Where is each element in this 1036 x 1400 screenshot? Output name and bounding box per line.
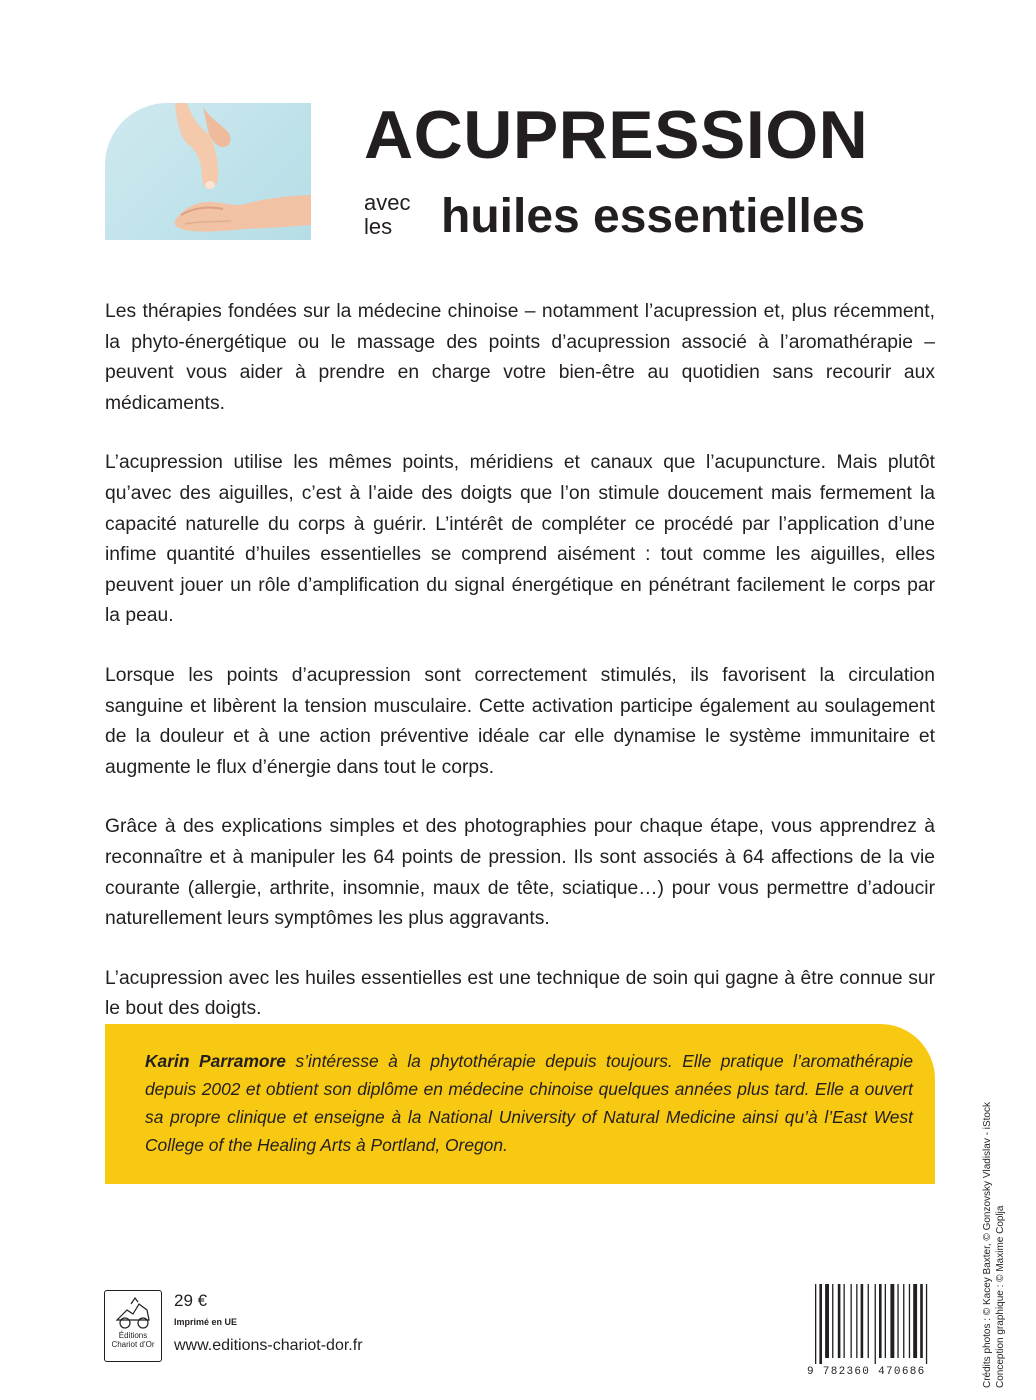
paragraph-5: L’acupression avec les huiles essentielles est une technique de soin qui gagne à être connue sur le bout des doigts. xyxy=(105,967,935,1020)
barcode-bar xyxy=(844,1284,845,1358)
credits-photos: Crédits photos : © Kacey Baxter, © Gonzovsky Vladislav - iStock xyxy=(982,1102,993,1388)
barcode-bar xyxy=(832,1284,833,1358)
publisher-logo xyxy=(104,1290,162,1362)
barcode-bar xyxy=(926,1284,927,1364)
subtitle-prefix-line1: avec xyxy=(364,190,411,215)
barcode-bar xyxy=(856,1284,857,1358)
barcode-bar xyxy=(815,1284,816,1364)
subtitle-prefix xyxy=(364,191,410,239)
author-bio-text: s’intéresse à la phytothérapie depuis toujours. Elle pratique l’aromathérapie depuis 2002 et obtient son diplôme en médecine chinoise quelques années plus tard. Elle a ouvert sa propre clinique et enseigne à la National University of Natural Medicine ainsi qu’à l’East West College of the Healing Arts à Portland, Oregon. xyxy=(145,1051,913,1155)
barcode-bar xyxy=(838,1284,841,1358)
barcode-bar xyxy=(868,1284,869,1358)
logo-text-line1: Éditions xyxy=(118,1331,148,1340)
author-bio-box xyxy=(105,1024,935,1184)
barcode-bar xyxy=(897,1284,898,1358)
barcode-bars xyxy=(807,1284,935,1364)
barcode-bar xyxy=(819,1284,822,1364)
barcode-bar xyxy=(851,1284,852,1358)
barcode-bar xyxy=(875,1284,876,1364)
paragraph-2: L’acupression utilise les mêmes points, méridiens et canaux que l’acupuncture. Mais plutôt qu’avec des aiguilles, c’est à l’aide des doigts que l’on stimule doucement mais fermement la capacité naturelle du corps à guérir. L’intérêt de compléter ce procédé par l’application d’une infime quantité d’huiles essentielles se comprend aisément : tout comme les aiguilles, elles peuvent jouer un rôle d’amplification du signal énergétique en pénétrant facilement le corps par la peau. xyxy=(105,452,935,627)
hand-photo-illustration xyxy=(105,103,311,240)
barcode-bar xyxy=(861,1284,864,1358)
barcode-bar xyxy=(903,1284,904,1358)
author-bio xyxy=(145,1047,913,1159)
barcode-bar xyxy=(913,1284,917,1358)
printed-in: Imprimé en UE xyxy=(174,1317,238,1327)
publisher-website: www.editions-chariot-dor.fr xyxy=(174,1337,363,1354)
isbn-digits: 9 782360 470686 xyxy=(807,1366,926,1378)
barcode-bar xyxy=(909,1284,910,1358)
subtitle-prefix-line2: les xyxy=(364,214,393,239)
paragraph-1: Les thérapies fondées sur la médecine chinoise – notamment l’acupression et, plus récemment, la phyto-énergétique ou le massage des points d’acupression associé à l’aromathérapie – peuvent vous aider à prendre en charge votre bien-être au quotidien sans recourir aux médicaments. xyxy=(105,301,935,414)
barcode-bar xyxy=(825,1284,829,1358)
barcode-bar xyxy=(879,1284,882,1358)
credits-design: Conception graphique : © Maxime Coplja xyxy=(995,1205,1006,1388)
paragraph-4: Grâce à des explications simples et des photographies pour chaque étape, vous apprendrez à reconnaître et à manipuler les 64 points de pression. Ils sont associés à 64 affections de la vie courante (allergie, arthrite, insomnie, maux de tête, sciatique…) pour vous permettre d’adoucir naturellement leurs symptômes les plus aggravants. xyxy=(105,816,935,930)
author-name: Karin Parramore xyxy=(145,1051,286,1071)
logo-text-line2: Chariot d’Or xyxy=(111,1340,155,1349)
book-subtitle: huiles essentielles xyxy=(441,190,866,243)
photo-credits xyxy=(981,1070,1021,1388)
barcode-bar xyxy=(885,1284,886,1358)
chariot-icon xyxy=(113,1296,153,1330)
price: 29 € xyxy=(174,1291,208,1310)
barcode-bar xyxy=(890,1284,894,1358)
paragraph-3: Lorsque les points d’acupression sont correctement stimulés, ils favorisent la circulation sanguine et libèrent la tension musculaire. Cette activation participe également au soulagement de la douleur et à une action préventive idéale car elle dynamise le système immunitaire et augmente le flux d’énergie dans tout le corps. xyxy=(105,664,935,778)
cover-photo xyxy=(105,103,311,240)
barcode-bar xyxy=(920,1284,923,1358)
book-title: ACUPRESSION xyxy=(364,97,869,173)
back-cover-text xyxy=(105,297,935,1054)
